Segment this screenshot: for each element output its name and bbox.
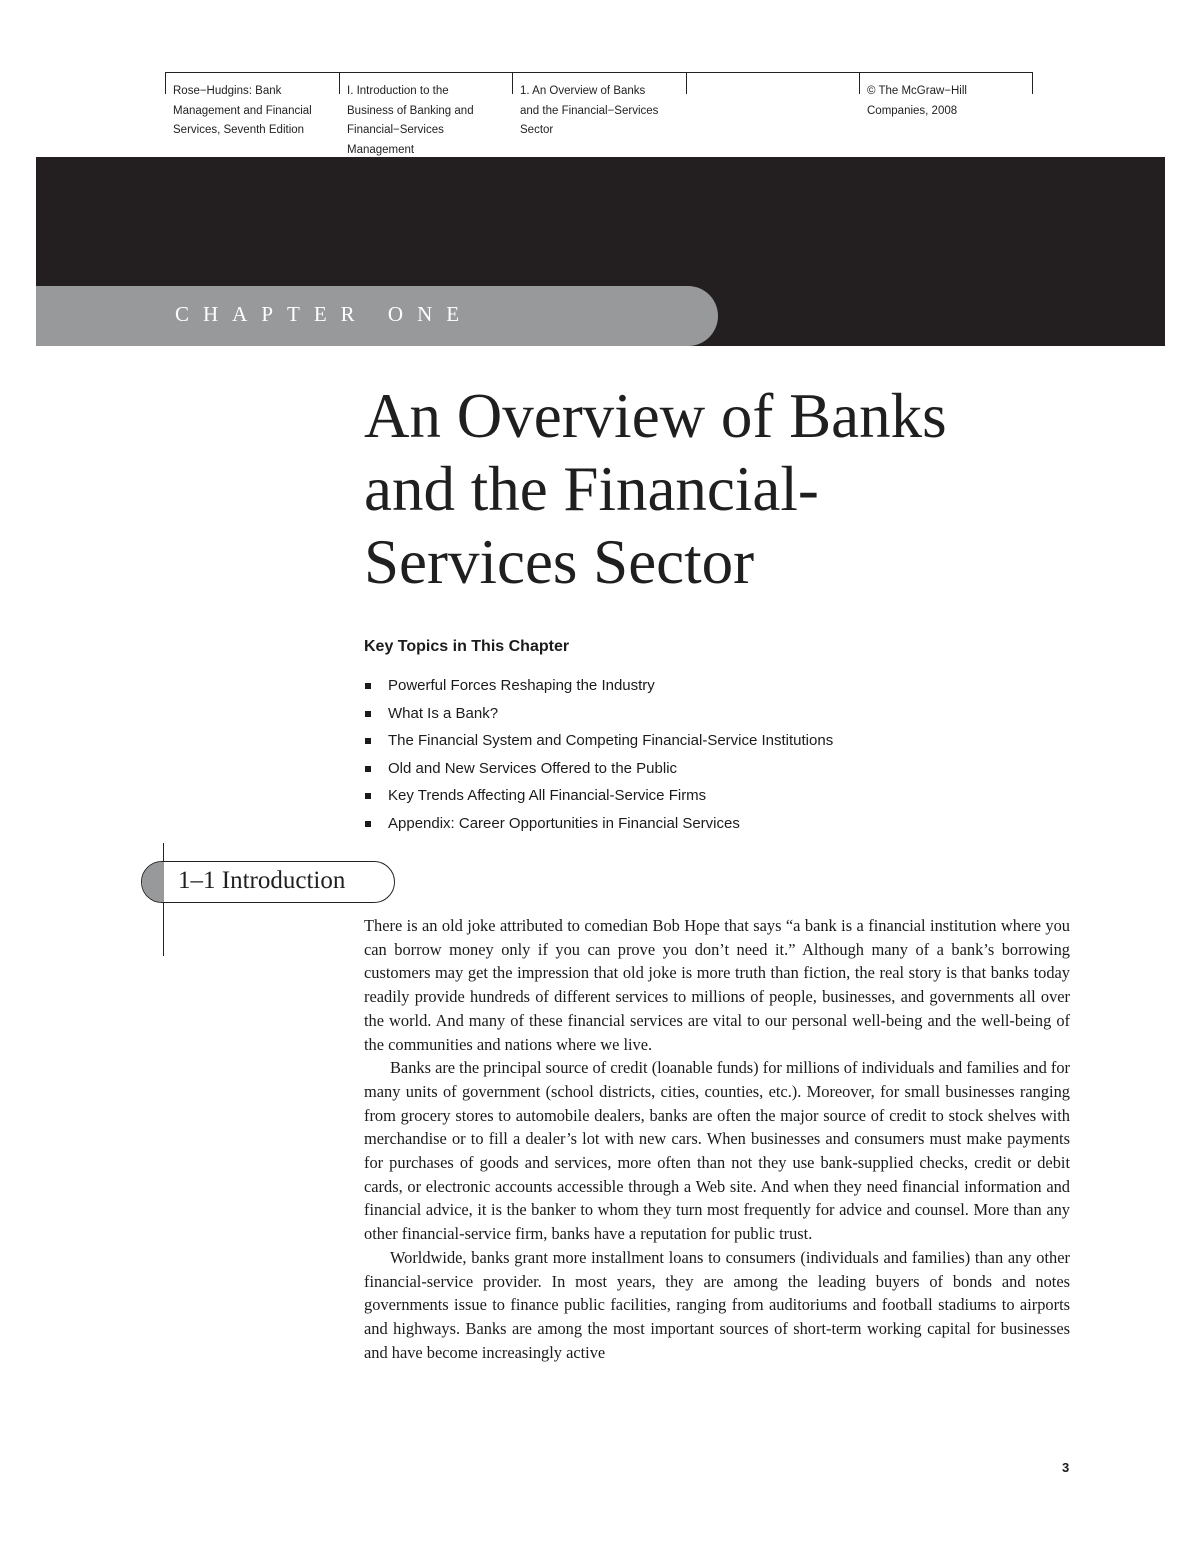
square-bullet-icon (365, 821, 371, 827)
section-heading-box (141, 861, 395, 903)
key-topic-item (364, 727, 833, 755)
key-topic-text: Appendix: Career Opportunities in Financial Services (388, 814, 740, 832)
header-divider (859, 72, 860, 94)
square-bullet-icon (365, 738, 371, 744)
key-topic-text: What Is a Bank? (388, 704, 499, 722)
square-bullet-icon (365, 793, 371, 799)
running-header (165, 72, 1033, 162)
square-bullet-icon (365, 683, 371, 689)
section-heading-cap (142, 862, 164, 902)
page-number: 3 (1062, 1460, 1070, 1475)
square-bullet-icon (365, 711, 371, 717)
chapter-title-line: and the Financial- (364, 454, 819, 524)
key-topic-item (364, 755, 833, 783)
body-text (364, 914, 1070, 1364)
key-topic-text: Powerful Forces Reshaping the Industry (388, 677, 655, 694)
key-topic-text: The Financial System and Competing Financial-Service Institutions (388, 732, 834, 749)
body-paragraph: There is an old joke attributed to comedian Bob Hope that says “a bank is a financial institution where you can borrow money only if you can prove you don’t need it.” Although many of a bank’s borrowing customers may get the impression that old joke is more truth than fiction, the real story is that banks today readily provide hundreds of different services to millions of people, businesses, and governments all over the world. And many of these financial services are vital to our personal well-being and the well-being of the communities and nations where we live. (364, 916, 1070, 1054)
header-cell-book: Rose−Hudgins: Bank Management and Financial Services, Seventh Edition (173, 85, 312, 136)
key-topics-list (364, 672, 833, 837)
header-divider (165, 72, 166, 94)
chapter-title (364, 380, 1124, 599)
section-title: 1–1 Introduction (178, 867, 346, 894)
header-divider (1032, 72, 1033, 94)
key-topic-text: Key Trends Affecting All Financial-Service Firms (388, 787, 707, 804)
header-divider (686, 72, 687, 94)
square-bullet-icon (365, 766, 371, 772)
chapter-title-line: An Overview of Banks (364, 381, 947, 451)
header-cell-chapter: 1. An Overview of Banks and the Financial−Services Sector (520, 85, 659, 136)
chapter-title-line: Services Sector (364, 527, 755, 597)
header-rule (165, 72, 1033, 73)
key-topic-item (364, 672, 833, 700)
key-topics-heading: Key Topics in This Chapter (364, 638, 570, 655)
chapter-label: CHAPTER ONE (175, 302, 474, 326)
body-paragraph: Banks are the principal source of credit (loanable funds) for millions of individuals and families and for many units of government (school districts, cities, counties, etc.). Moreover, for small businesses ranging from grocery stores to automobile dealers, banks are often the major source of credit to stock shelves with merchandise or to fill a dealer’s lot with new cars. When businesses and consumers must make payments for purchases of goods and services, more often than not they use bank-supplied checks, credit or debit cards, or electronic accounts accessible through a Web site. And when they need financial information and financial advice, it is the banker to whom they turn most frequently for advice and counsel. More than any other financial-service firm, banks have a reputation for public trust. (364, 1058, 1071, 1244)
header-divider (339, 72, 340, 94)
key-topic-item (364, 782, 833, 810)
key-topic-item (364, 700, 833, 728)
key-topic-text: Old and New Services Offered to the Public (388, 759, 678, 777)
key-topic-item (364, 810, 833, 838)
header-cell-copyright: © The McGraw−Hill Companies, 2008 (867, 85, 967, 117)
header-cell-part: I. Introduction to the Business of Banking and Financial−Services Management (347, 85, 474, 156)
body-paragraph: Worldwide, banks grant more installment loans to consumers (individuals and families) than any other financial-service provider. In most years, they are among the leading buyers of bonds and notes governments issue to finance public facilities, ranging from auditoriums and football stadiums to airports and highways. Banks are among the most important sources of short-term working capital for businesses and have become increasingly active (364, 1247, 1070, 1362)
header-divider (512, 72, 513, 94)
